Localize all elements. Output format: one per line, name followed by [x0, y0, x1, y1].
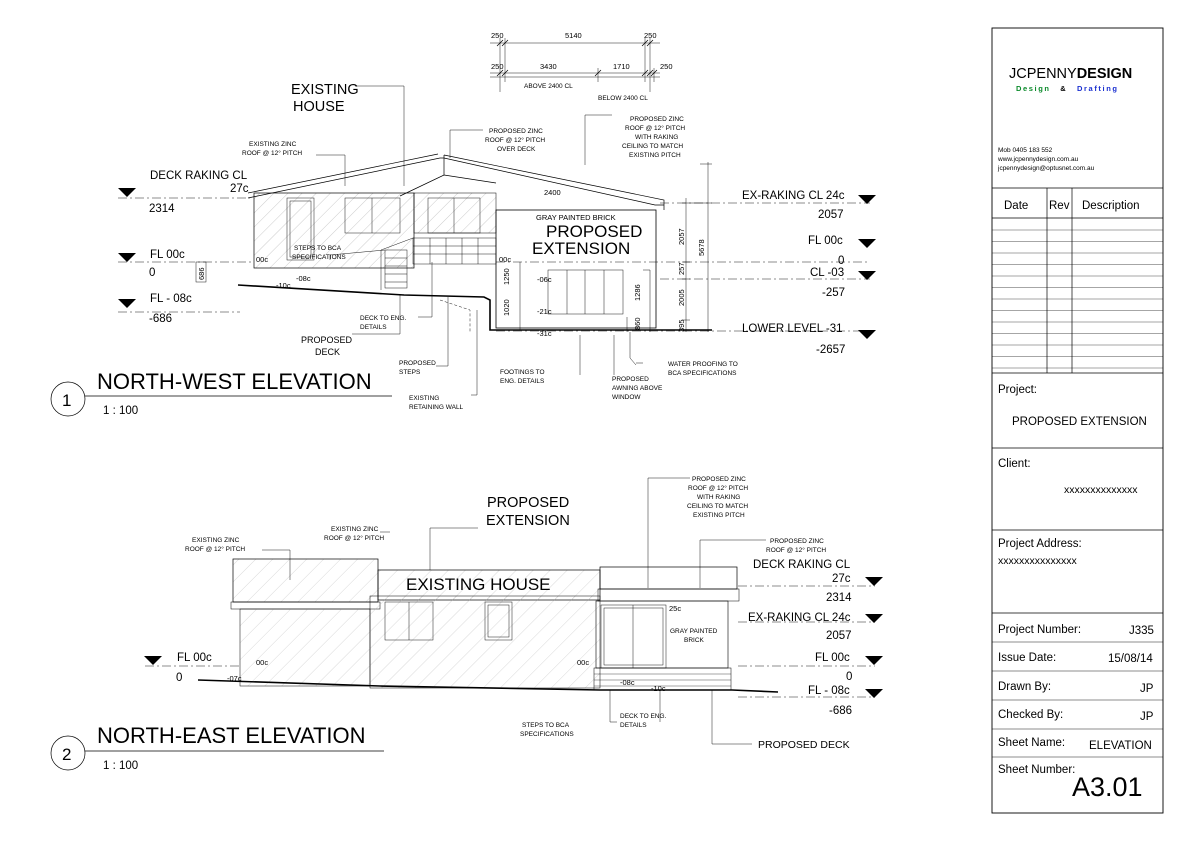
ne-lvl-00c-a: 00c — [256, 658, 269, 667]
nw-fl08-name: FL - 08c — [150, 293, 192, 305]
ne-elevation-title: NORTH-EAST ELEVATION — [97, 723, 366, 748]
dim-5678: 5678 — [697, 239, 706, 256]
title-block — [992, 28, 1163, 813]
project-number-value: J335 — [1129, 625, 1154, 637]
ne-right-fl00-name: FL 00c — [815, 652, 850, 664]
nw-buildings — [238, 154, 712, 332]
dim-686: 686 — [197, 267, 206, 280]
nw-lower-level-name: LOWER LEVEL -31 — [742, 323, 843, 335]
lvl-31c: -31c — [537, 329, 552, 338]
issue-date-value: 15/08/14 — [1108, 653, 1153, 665]
company-logo: JCPENNYDESIGN — [1009, 66, 1133, 82]
ne-proposed-extension-label: PROPOSED EXTENSION — [486, 495, 570, 529]
sheet-name-label: Sheet Name: — [998, 737, 1066, 749]
ne-deck-raking-name: DECK RAKING CL — [753, 559, 851, 571]
rev-header-description: Description — [1082, 200, 1140, 212]
issue-date-label: Issue Date: — [998, 652, 1057, 664]
project-value: PROPOSED EXTENSION — [1012, 416, 1147, 428]
nw-fl00-name: FL 00c — [150, 249, 185, 261]
sheet-name-value: ELEVATION — [1089, 740, 1152, 752]
nw-fl08-value: -686 — [149, 313, 173, 325]
ne-fl08-value: -686 — [829, 705, 853, 717]
ne-fl08-name: FL - 08c — [808, 685, 850, 697]
project-label: Project: — [998, 384, 1037, 396]
nw-cl03-name: CL -03 — [810, 267, 845, 279]
address-label: Project Address: — [998, 538, 1082, 550]
dim-257: 257 — [677, 262, 686, 275]
nw-elevation-title: NORTH-WEST ELEVATION — [97, 369, 372, 394]
dim-250-b: 250 — [644, 31, 657, 40]
ne-deck-raking-code: 27c — [832, 573, 851, 585]
nw-lower-level-value: -2657 — [816, 344, 846, 356]
dim-1286: 1286 — [633, 284, 642, 301]
ne-existing-house-label: EXISTING HOUSE — [406, 575, 551, 594]
nw-gray-brick-label: GRAY PAINTED BRICK — [536, 213, 616, 222]
nw-proposed-extension-label: PROPOSED EXTENSION — [532, 222, 643, 258]
nw-deck-raking-value: 2314 — [149, 203, 175, 215]
project-number-label: Project Number: — [998, 624, 1082, 636]
ne-lvl-25c: 25c — [669, 604, 682, 613]
address-value: xxxxxxxxxxxxxxx — [998, 555, 1077, 567]
nw-existing-zinc-label: EXISTING ZINC ROOF @ 12° PITCH — [242, 141, 303, 157]
rev-header-rev: Rev — [1049, 200, 1070, 212]
ne-proposed-zinc-label: PROPOSED ZINC ROOF @ 12° PITCH — [766, 538, 827, 554]
nw-awning-label: PROPOSED AWNING ABOVE WINDOW — [612, 376, 663, 401]
north-west-elevation — [51, 31, 876, 417]
ne-gray-brick-label: GRAY PAINTED BRICK — [670, 628, 718, 644]
ne-left-fl00-value: 0 — [176, 672, 183, 684]
drawn-by-label: Drawn By: — [998, 681, 1052, 693]
rev-header-date: Date — [1004, 200, 1029, 212]
dim-395: 395 — [677, 319, 686, 332]
dim-3430: 3430 — [540, 62, 557, 71]
nw-level-markers — [118, 188, 876, 339]
ne-deck-eng-label: DECK TO ENG. DETAILS — [620, 713, 667, 729]
revision-table — [992, 188, 1163, 373]
nw-right-fl00-name: FL 00c — [808, 235, 843, 247]
ne-lvl-10c: -10c — [651, 684, 666, 693]
lvl-00c-b: 00c — [499, 255, 512, 264]
nw-elevation-scale: 1 : 100 — [103, 405, 139, 417]
ne-right-fl00-value: 0 — [846, 671, 853, 683]
lvl-00c-a: 00c — [256, 255, 269, 264]
ne-view-number: 2 — [62, 745, 72, 764]
dim-250-c: 250 — [491, 62, 504, 71]
ne-exraking-name: EX-RAKING CL 24c — [748, 612, 851, 624]
nw-fl00-value: 0 — [149, 267, 156, 279]
nw-deck-raking-name: DECK RAKING CL — [150, 170, 248, 182]
lvl-21c: -21c — [537, 307, 552, 316]
ne-elevation-scale: 1 : 100 — [103, 760, 139, 772]
ne-existing-zinc-b-label: EXISTING ZINC ROOF @ 12° PITCH — [324, 526, 385, 542]
top-dimensions — [490, 31, 673, 102]
company-contact: Mob 0405 183 552 www.jcpennydesign.com.au jcpennydesign@optusnet.com.au — [998, 147, 1095, 172]
dim-250-a: 250 — [491, 31, 504, 40]
nw-deck-raking-code: 27c — [230, 183, 249, 195]
checked-by-label: Checked By: — [998, 709, 1064, 721]
dim-2005: 2005 — [677, 289, 686, 306]
ne-exraking-value: 2057 — [826, 630, 852, 642]
ne-steps-bca-label: STEPS TO BCA SPECIFICATIONS — [520, 722, 574, 738]
dim-250-d: 250 — [660, 62, 673, 71]
above-ceiling-label: ABOVE 2400 CL — [524, 83, 573, 90]
drawn-by-value: JP — [1140, 683, 1154, 695]
dim-2057: 2057 — [677, 228, 686, 245]
client-value: xxxxxxxxxxxxxx — [1064, 484, 1138, 496]
lvl-10c: -10c — [276, 281, 291, 290]
nw-right-fl00-value: 0 — [838, 255, 845, 267]
dim-5140: 5140 — [565, 31, 582, 40]
checked-by-value: JP — [1140, 711, 1154, 723]
dim-860: 860 — [633, 317, 642, 330]
nw-deck-eng-label: DECK TO ENG. DETAILS — [360, 315, 407, 331]
below-ceiling-label: BELOW 2400 CL — [598, 95, 648, 102]
sheet-number-label: Sheet Number: — [998, 764, 1076, 776]
nw-proposed-zinc-raking-label: PROPOSED ZINC ROOF @ 12° PITCH WITH RAKING CEILING TO MATCH EXISTING PITCH — [622, 116, 686, 159]
client-label: Client: — [998, 458, 1031, 470]
ne-proposed-deck-label: PROPOSED DECK — [758, 739, 850, 751]
dim-1020: 1020 — [502, 299, 511, 316]
nw-footings-label: FOOTINGS TO ENG. DETAILS — [500, 369, 545, 385]
dim-2400: 2400 — [544, 188, 561, 197]
sheet-number-value: A3.01 — [1072, 772, 1143, 802]
nw-cl03-value: -257 — [822, 287, 846, 299]
nw-steps-bca-label: STEPS TO BCA SPECIFICATIONS — [292, 245, 346, 261]
ne-lvl-00c-b: 00c — [577, 658, 590, 667]
ne-existing-zinc-a-label: EXISTING ZINC ROOF @ 12° PITCH — [185, 537, 246, 553]
nw-waterproofing-label: WATER PROOFING TO BCA SPECIFICATIONS — [668, 361, 738, 377]
ne-deck-raking-value: 2314 — [826, 592, 852, 604]
ne-left-fl00-name: FL 00c — [177, 652, 212, 664]
ne-lvl-08c: -08c — [620, 678, 635, 687]
nw-proposed-steps-label: PROPOSED STEPS — [399, 360, 436, 376]
nw-proposed-deck-label: PROPOSED DECK — [301, 335, 353, 357]
nw-existing-wall-label: EXISTING RETAINING WALL — [409, 395, 464, 411]
nw-existing-house-label: EXISTING HOUSE — [291, 82, 359, 115]
nw-view-number: 1 — [62, 391, 72, 410]
dim-1250: 1250 — [502, 268, 511, 285]
ne-proposed-zinc-raking-label: PROPOSED ZINC ROOF @ 12° PITCH WITH RAKING CEILING TO MATCH EXISTING PITCH — [687, 476, 749, 519]
nw-exraking-name: EX-RAKING CL 24c — [742, 190, 845, 202]
company-tagline: Design & Drafting — [1016, 84, 1119, 93]
lvl-06c: -06c — [537, 275, 552, 284]
ne-lvl-07c: -07c — [227, 674, 242, 683]
dim-1710: 1710 — [613, 62, 630, 71]
nw-exraking-value: 2057 — [818, 209, 844, 221]
nw-proposed-zinc-deck-label: PROPOSED ZINC ROOF @ 12° PITCH OVER DECK — [485, 128, 546, 153]
lvl-08c: -08c — [296, 274, 311, 283]
north-east-elevation — [51, 476, 883, 772]
